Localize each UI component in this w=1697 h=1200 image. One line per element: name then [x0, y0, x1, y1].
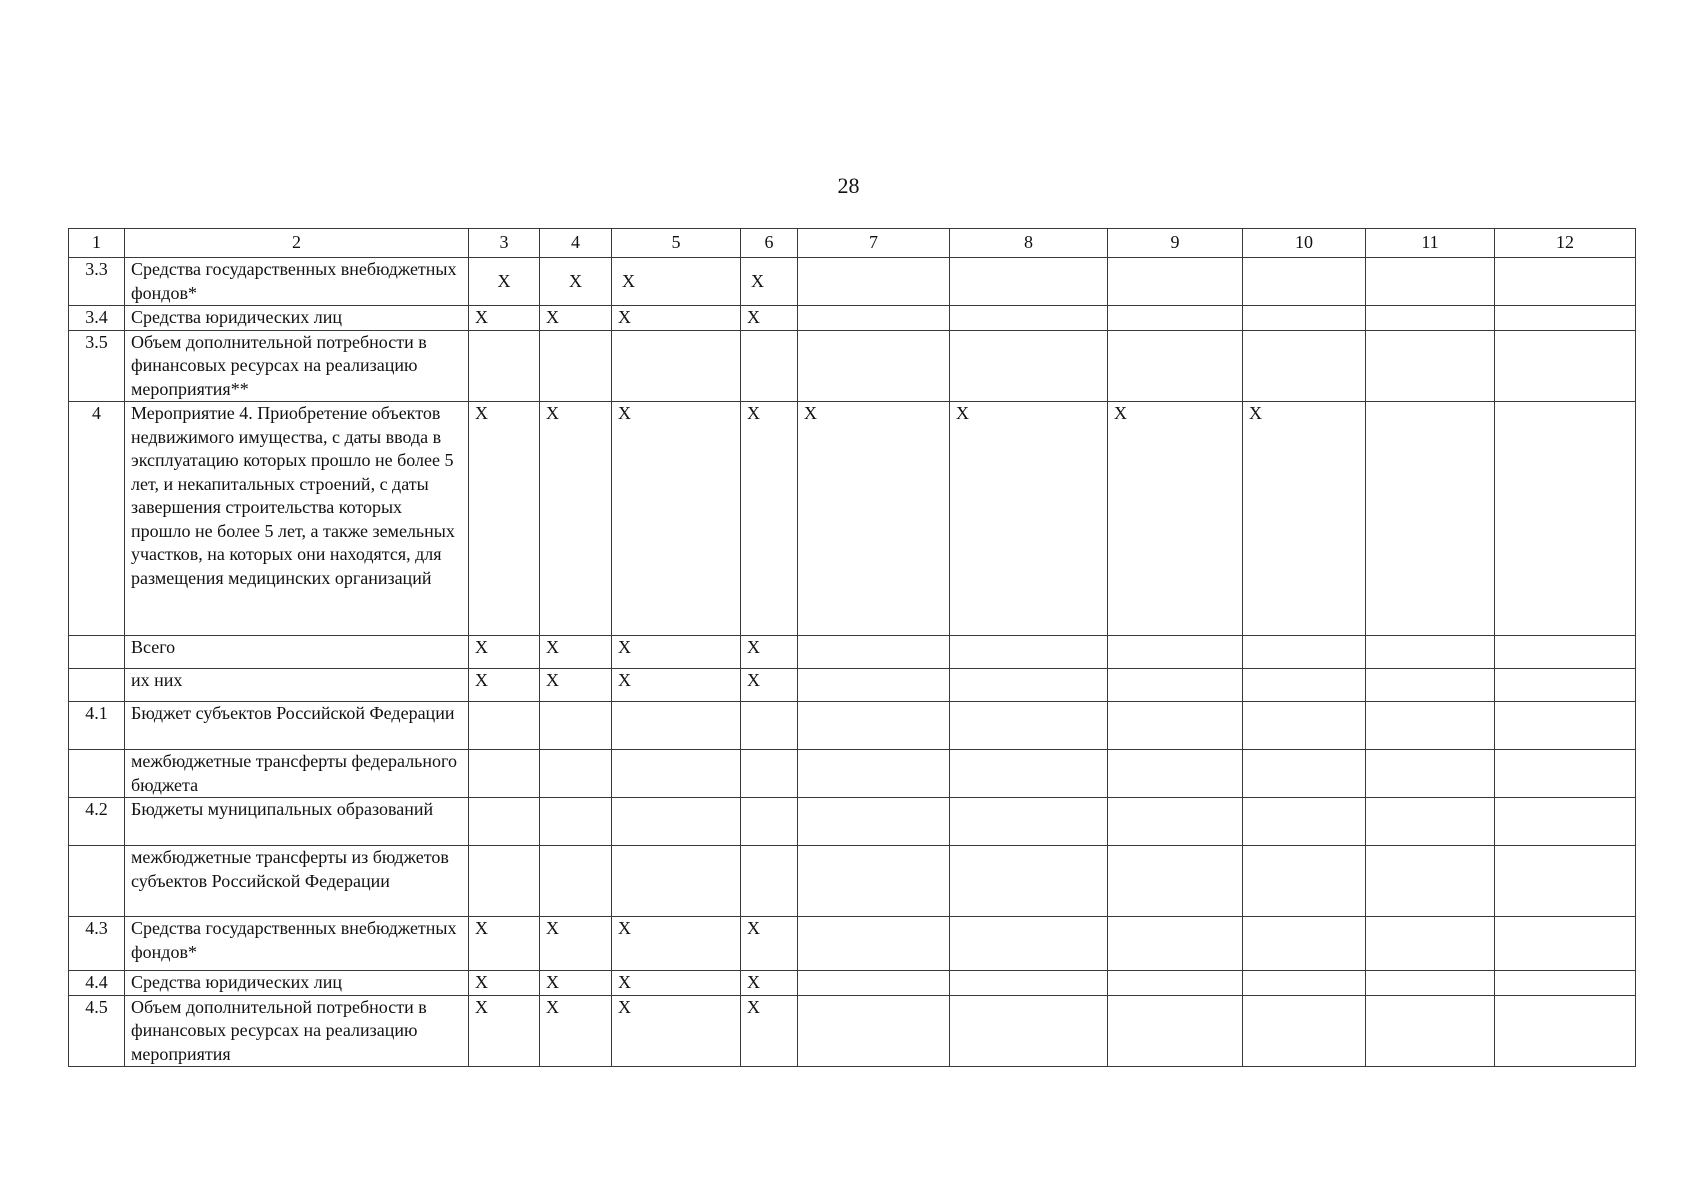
header-cell: 7: [798, 229, 950, 258]
table-cell: [950, 702, 1108, 750]
table-cell: [1366, 750, 1495, 798]
table-cell: [1108, 971, 1243, 996]
table-cell: [612, 846, 741, 917]
row-number: 4: [69, 402, 125, 636]
table-cell: [1243, 669, 1366, 702]
table-cell: [741, 846, 798, 917]
row-number: 4.3: [69, 917, 125, 971]
table-row: [69, 917, 1636, 971]
table-cell: [1108, 846, 1243, 917]
table-cell: [540, 330, 612, 402]
table-cell: X: [540, 917, 612, 971]
row-name: Объем дополнительной потребности в финансовых ресурсах на реализацию мероприятия**: [125, 330, 469, 402]
table-cell: [741, 330, 798, 402]
row-name: их них: [125, 669, 469, 702]
table-cell: [798, 917, 950, 971]
table-row: [69, 702, 1636, 750]
table-cell: [540, 798, 612, 846]
row-number: [69, 750, 125, 798]
table-cell: [1495, 798, 1636, 846]
row-number: [69, 669, 125, 702]
table-cell: [1495, 636, 1636, 669]
table-cell: [798, 330, 950, 402]
table-cell: X: [741, 917, 798, 971]
table-cell: [1495, 306, 1636, 331]
table-cell: [469, 702, 540, 750]
table-cell: [950, 258, 1108, 306]
table-cell: X: [612, 306, 741, 331]
table-cell: [1243, 995, 1366, 1067]
table-cell: [1243, 917, 1366, 971]
header-cell: 5: [612, 229, 741, 258]
table-cell: [950, 971, 1108, 996]
table-cell: [1495, 702, 1636, 750]
table-cell: [1108, 306, 1243, 331]
table-cell: [798, 750, 950, 798]
table-cell: [612, 798, 741, 846]
table-cell: X: [1243, 402, 1366, 636]
table-cell: X: [612, 971, 741, 996]
table-cell: [950, 917, 1108, 971]
row-name: Бюджет субъектов Российской Федерации: [125, 702, 469, 750]
table-cell: X: [469, 971, 540, 996]
row-number: 3.5: [69, 330, 125, 402]
table-cell: [1108, 669, 1243, 702]
table-cell: [798, 306, 950, 331]
table-row: [69, 306, 1636, 331]
table-cell: [1366, 971, 1495, 996]
header-cell: 1: [69, 229, 125, 258]
table-cell: [469, 750, 540, 798]
table-cell: X: [741, 258, 798, 306]
row-name: Бюджеты муниципальных образований: [125, 798, 469, 846]
table-cell: X: [540, 258, 612, 306]
table-cell: X: [612, 636, 741, 669]
table-cell: [1366, 702, 1495, 750]
table-cell: X: [741, 971, 798, 996]
table-cell: [1366, 995, 1495, 1067]
table-cell: [1366, 306, 1495, 331]
table-cell: [741, 798, 798, 846]
table-cell: X: [469, 402, 540, 636]
table-row: [69, 750, 1636, 798]
table-cell: X: [469, 306, 540, 331]
table-cell: [469, 846, 540, 917]
table-cell: X: [540, 306, 612, 331]
table-row: [69, 258, 1636, 306]
table-cell: [540, 750, 612, 798]
table-cell: X: [469, 995, 540, 1067]
table-cell: [540, 702, 612, 750]
table-cell: [741, 702, 798, 750]
table-cell: [1495, 669, 1636, 702]
table-cell: X: [469, 917, 540, 971]
table-cell: X: [612, 258, 741, 306]
row-number: 4.5: [69, 995, 125, 1067]
row-number: 4.2: [69, 798, 125, 846]
row-name: Средства государственных внебюджетных фондов*: [125, 917, 469, 971]
table-cell: [1243, 971, 1366, 996]
table-cell: [1108, 995, 1243, 1067]
table-cell: [612, 702, 741, 750]
table-cell: [1243, 702, 1366, 750]
table-cell: [1108, 258, 1243, 306]
row-name: Средства государственных внебюджетных фондов*: [125, 258, 469, 306]
table-cell: [1366, 258, 1495, 306]
table-cell: X: [540, 669, 612, 702]
table-cell: [798, 995, 950, 1067]
table-row: [69, 798, 1636, 846]
row-name: Объем дополнительной потребности в финансовых ресурсах на реализацию мероприятия: [125, 995, 469, 1067]
table-cell: [1108, 917, 1243, 971]
table-cell: [950, 669, 1108, 702]
row-name: Всего: [125, 636, 469, 669]
table-cell: [1108, 330, 1243, 402]
table-cell: [1495, 750, 1636, 798]
table-cell: [950, 750, 1108, 798]
table-cell: [798, 971, 950, 996]
funding-table: [68, 228, 1636, 1067]
table-cell: [950, 330, 1108, 402]
table-cell: [1495, 995, 1636, 1067]
row-name: межбюджетные трансферты из бюджетов субъектов Российской Федерации: [125, 846, 469, 917]
table-cell: X: [469, 669, 540, 702]
table-cell: [950, 798, 1108, 846]
table-cell: [1243, 306, 1366, 331]
table-cell: [612, 750, 741, 798]
table-cell: [1108, 798, 1243, 846]
header-cell: 4: [540, 229, 612, 258]
header-row: [69, 229, 1636, 258]
table-cell: [1495, 971, 1636, 996]
table-row: [69, 669, 1636, 702]
table-cell: [1495, 917, 1636, 971]
table-row: [69, 846, 1636, 917]
row-name: Средства юридических лиц: [125, 971, 469, 996]
row-number: 4.1: [69, 702, 125, 750]
table-cell: [1495, 402, 1636, 636]
table-cell: [1243, 798, 1366, 846]
table-cell: X: [741, 636, 798, 669]
table-cell: [1243, 258, 1366, 306]
table-cell: X: [612, 402, 741, 636]
table-cell: X: [950, 402, 1108, 636]
header-cell: 12: [1495, 229, 1636, 258]
table-cell: X: [469, 636, 540, 669]
table-cell: [798, 702, 950, 750]
table-cell: [1366, 330, 1495, 402]
table-cell: [1243, 330, 1366, 402]
table-cell: [1366, 636, 1495, 669]
row-name: Средства юридических лиц: [125, 306, 469, 331]
table-cell: X: [741, 402, 798, 636]
header-cell: 6: [741, 229, 798, 258]
table-cell: [1243, 750, 1366, 798]
table-cell: X: [540, 995, 612, 1067]
row-number: 4.4: [69, 971, 125, 996]
table-cell: [798, 846, 950, 917]
row-number: [69, 636, 125, 669]
header-cell: 8: [950, 229, 1108, 258]
table-cell: [1108, 636, 1243, 669]
header-cell: 2: [125, 229, 469, 258]
table-cell: [950, 636, 1108, 669]
table-row: [69, 995, 1636, 1067]
page-number: 28: [837, 173, 860, 198]
table-cell: [950, 306, 1108, 331]
table-row: [69, 402, 1636, 636]
header-cell: 9: [1108, 229, 1243, 258]
table-cell: X: [540, 636, 612, 669]
table-cell: [1243, 846, 1366, 917]
row-number: [69, 846, 125, 917]
table-row: [69, 971, 1636, 996]
table-cell: X: [612, 995, 741, 1067]
table-cell: [1366, 917, 1495, 971]
table-cell: X: [741, 995, 798, 1067]
table-cell: [1366, 669, 1495, 702]
header-cell: 3: [469, 229, 540, 258]
table-cell: X: [798, 402, 950, 636]
table-cell: X: [1108, 402, 1243, 636]
table-cell: [1495, 330, 1636, 402]
table-cell: [741, 750, 798, 798]
table-cell: [1366, 402, 1495, 636]
table-cell: [612, 330, 741, 402]
row-number: 3.4: [69, 306, 125, 331]
table-cell: [1108, 750, 1243, 798]
table-cell: [469, 798, 540, 846]
table-row: [69, 636, 1636, 669]
table-cell: [798, 669, 950, 702]
table-cell: [1495, 846, 1636, 917]
table-cell: [469, 330, 540, 402]
table-cell: [798, 636, 950, 669]
table-cell: X: [612, 669, 741, 702]
table-cell: X: [469, 258, 540, 306]
header-cell: 11: [1366, 229, 1495, 258]
table-cell: [950, 995, 1108, 1067]
table-cell: [1495, 258, 1636, 306]
table-cell: [1108, 702, 1243, 750]
table-row: [69, 330, 1636, 402]
table-cell: [798, 258, 950, 306]
row-number: 3.3: [69, 258, 125, 306]
table-cell: [540, 846, 612, 917]
table-cell: X: [741, 306, 798, 331]
table-cell: [1366, 798, 1495, 846]
table-cell: X: [612, 917, 741, 971]
table-cell: X: [540, 971, 612, 996]
table-cell: [1366, 846, 1495, 917]
row-name: Мероприятие 4. Приобретение объектов недвижимого имущества, с даты ввода в эксплуатацию которых прошло не более 5 лет, и некапитальных строений, с даты завершения строительства которых прошло не более 5 лет, а также земельных участков, на которых они находятся, для размещения медицинских организаций: [125, 402, 469, 636]
header-cell: 10: [1243, 229, 1366, 258]
row-name: межбюджетные трансферты федерального бюджета: [125, 750, 469, 798]
table-cell: X: [741, 669, 798, 702]
table-cell: [798, 798, 950, 846]
table-cell: X: [540, 402, 612, 636]
table-cell: [1243, 636, 1366, 669]
table-cell: [950, 846, 1108, 917]
